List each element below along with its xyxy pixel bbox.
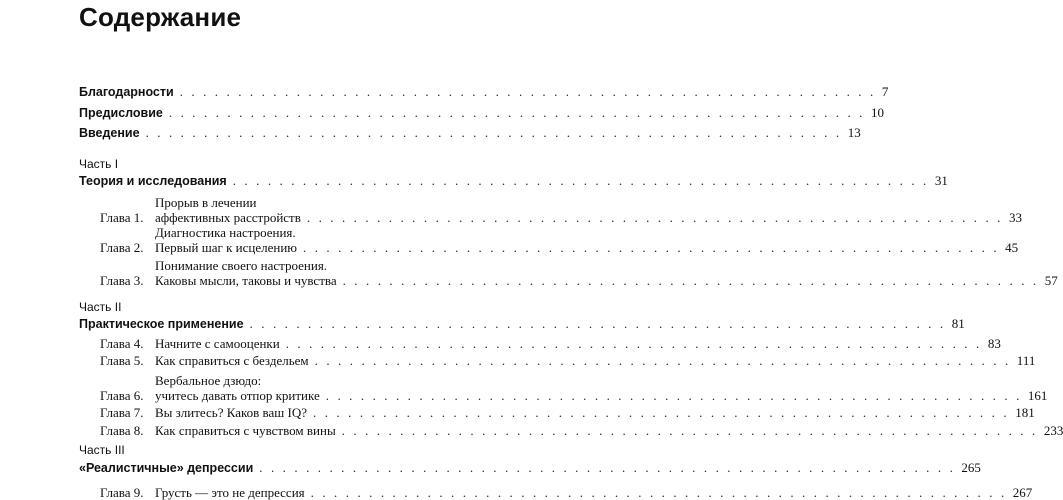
dot-leader: . . . . . . . . . . . . . . . . . . . . . . . . . . . . . . . . . . . . . . . . . . . . . . . . . . . . . . . . . . . . [249, 316, 946, 331]
chapter-number: Глава 6. [100, 388, 144, 403]
toc-entry-front-label: Введение [79, 126, 140, 140]
dot-leader: . . . . . . . . . . . . . . . . . . . . . . . . . . . . . . . . . . . . . . . . . . . . . . . . . . . . . . . . . . . . [259, 460, 956, 475]
dot-leader: . . . . . . . . . . . . . . . . . . . . . . . . . . . . . . . . . . . . . . . . . . . . . . . . . . . . . . . . . . . . [306, 210, 1004, 225]
dot-leader: . . . . . . . . . . . . . . . . . . . . . . . . . . . . . . . . . . . . . . . . . . . . . . . . . . . . . . . . . . . . [313, 405, 1010, 420]
dot-leader: . . . . . . . . . . . . . . . . . . . . . . . . . . . . . . . . . . . . . . . . . . . . . . . . . . . . . . . . . . . . [145, 125, 842, 140]
part-label: Часть II [79, 300, 122, 314]
dot-leader: . . . . . . . . . . . . . . . . . . . . . . . . . . . . . . . . . . . . . . . . . . . . . . . . . . . . . . . . . . . . [303, 240, 1000, 255]
dot-leader: . . . . . . . . . . . . . . . . . . . . . . . . . . . . . . . . . . . . . . . . . . . . . . . . . . . . . . . . . . . . [179, 84, 876, 99]
toc-entry-chapter-page: 267 [1012, 485, 1033, 500]
toc-entry-front-page: 13 [847, 125, 861, 140]
toc-entry-part-page: 265 [961, 460, 981, 475]
chapter-number: Глава 1. [100, 210, 144, 225]
chapter-number: Глава 3. [100, 273, 144, 288]
toc-entry-chapter-label: Как справиться с бездельем [155, 353, 309, 368]
toc-entry-chapter-label: аффективных расстройств [155, 210, 301, 225]
toc-entry-chapter-page: 161 [1027, 388, 1048, 403]
toc-entry-part-label: Практическое применение [79, 317, 244, 331]
toc-entry-chapter[interactable] [155, 405, 1035, 420]
chapter-number: Глава 9. [100, 485, 144, 500]
toc-entry-part-page: 31 [934, 173, 948, 188]
toc-entry-chapter-page: 83 [987, 336, 1001, 351]
dot-leader: . . . . . . . . . . . . . . . . . . . . . . . . . . . . . . . . . . . . . . . . . . . . . . . . . . . . . . . . . . . . [168, 105, 866, 120]
part-label: Часть III [79, 443, 125, 457]
dot-leader: . . . . . . . . . . . . . . . . . . . . . . . . . . . . . . . . . . . . . . . . . . . . . . . . . . . . . . . . . . . . [314, 353, 1011, 368]
toc-entry-front-label: Благодарности [79, 85, 174, 99]
toc-entry-part-label: Теория и исследования [79, 174, 227, 188]
toc-entry-part-label: «Реалистичные» депрессии [79, 461, 254, 475]
toc-entry-chapter[interactable] [155, 353, 1036, 368]
toc-entry-chapter-page: 33 [1009, 210, 1023, 225]
toc-entry-chapter[interactable] [155, 336, 1001, 351]
toc-entry-chapter[interactable] [155, 240, 1019, 255]
toc-entry-chapter[interactable] [155, 388, 1048, 403]
chapter-number: Глава 8. [100, 423, 144, 438]
chapter-title-line: Вербальное дзюдо: [155, 373, 262, 388]
toc-entry-part[interactable] [79, 460, 981, 476]
toc-entry-chapter-label: Грусть — это не депрессия [155, 485, 305, 500]
toc-entry-front[interactable] [79, 125, 861, 141]
toc-entry-part-page: 81 [951, 316, 965, 331]
toc-entry-chapter-page: 181 [1015, 405, 1035, 420]
chapter-title-line: Диагностика настроения. [155, 225, 296, 240]
part-label: Часть I [79, 157, 119, 171]
chapter-title-line: Понимание своего настроения. [155, 258, 328, 273]
dot-leader: . . . . . . . . . . . . . . . . . . . . . . . . . . . . . . . . . . . . . . . . . . . . . . . . . . . . . . . . . . . . [310, 485, 1007, 500]
toc-entry-chapter-page: 45 [1005, 240, 1019, 255]
toc-entry-chapter-page: 111 [1016, 353, 1036, 368]
toc-entry-chapter[interactable] [155, 210, 1023, 225]
toc-entry-front-page: 7 [881, 84, 889, 99]
toc-entry-front-label: Предисловие [79, 106, 163, 120]
chapter-number: Глава 5. [100, 353, 144, 368]
chapter-title-line: Прорыв в лечении [155, 195, 257, 210]
toc-entry-part[interactable] [79, 173, 948, 189]
toc-entry-chapter-label: Как справиться с чувством вины [155, 423, 336, 438]
toc-entry-chapter-label: учитесь давать отпор критике [155, 388, 320, 403]
toc-entry-chapter-label: Каковы мысли, таковы и чувства [155, 273, 337, 288]
toc-entry-chapter[interactable] [155, 485, 1033, 500]
toc-entry-front[interactable] [79, 105, 885, 121]
toc-entry-part[interactable] [79, 316, 965, 332]
toc-entry-chapter-page: 57 [1044, 273, 1058, 288]
toc-entry-chapter-label: Вы злитесь? Каков ваш IQ? [155, 405, 308, 420]
dot-leader: . . . . . . . . . . . . . . . . . . . . . . . . . . . . . . . . . . . . . . . . . . . . . . . . . . . . . . . . . . . . [232, 173, 929, 188]
dot-leader: . . . . . . . . . . . . . . . . . . . . . . . . . . . . . . . . . . . . . . . . . . . . . . . . . . . . . . . . . . . . [341, 423, 1038, 438]
page-title: Содержание [79, 2, 242, 32]
chapter-number: Глава 2. [100, 240, 144, 255]
toc-entry-front[interactable] [79, 84, 889, 100]
dot-leader: . . . . . . . . . . . . . . . . . . . . . . . . . . . . . . . . . . . . . . . . . . . . . . . . . . . . . . . . . . . . [285, 336, 982, 351]
toc-entry-chapter[interactable] [155, 273, 1058, 288]
toc-entry-chapter-page: 233 [1043, 423, 1063, 438]
toc-entry-chapter-label: Первый шаг к исцелению [155, 240, 298, 255]
dot-leader: . . . . . . . . . . . . . . . . . . . . . . . . . . . . . . . . . . . . . . . . . . . . . . . . . . . . . . . . . . . . [342, 273, 1039, 288]
toc-entry-front-page: 10 [871, 105, 885, 120]
chapter-number: Глава 4. [100, 336, 144, 351]
dot-leader: . . . . . . . . . . . . . . . . . . . . . . . . . . . . . . . . . . . . . . . . . . . . . . . . . . . . . . . . . . . . [325, 388, 1022, 403]
toc-entry-chapter[interactable] [155, 423, 1063, 438]
chapter-number: Глава 7. [100, 405, 144, 420]
toc-entry-chapter-label: Начните с самооценки [155, 336, 280, 351]
